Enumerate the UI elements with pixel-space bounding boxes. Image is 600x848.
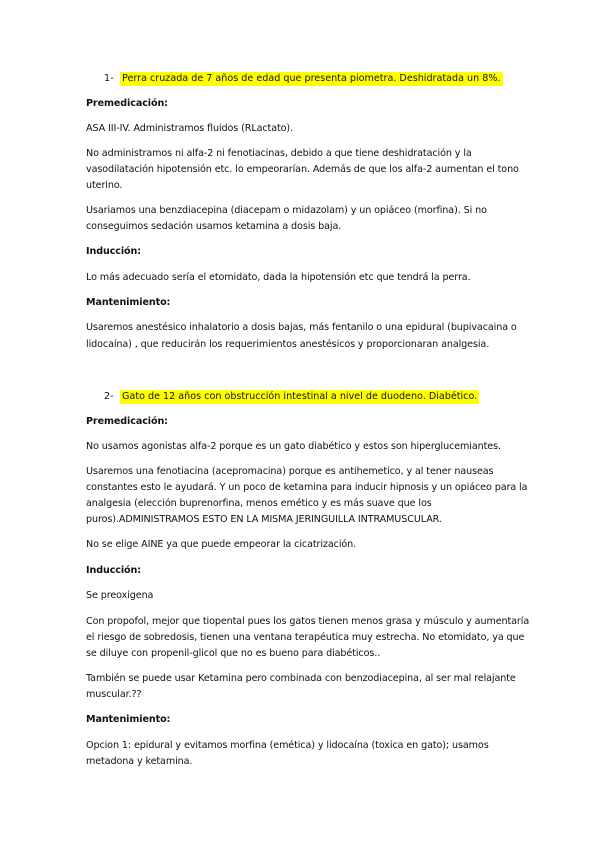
case1-number: 1- xyxy=(104,73,114,84)
case2-induction-line: Con propofol, mejor que tiopental pues los gatos tienen menos grasa y músculo y aumentaría xyxy=(86,616,530,627)
case1-premed-line: vasodilatación hipotensión etc. lo empeorarían. Además de que los alfa-2 aumentan el tono xyxy=(86,164,519,175)
case1-title: Perra cruzada de 7 años de edad que presenta piometra. Deshidratada un 8%. xyxy=(122,73,501,84)
case2-induction-line: Se preoxigena xyxy=(86,590,154,601)
case1-induction-heading: Inducción: xyxy=(86,246,142,257)
case1-premed-line: No administramos ni alfa-2 ni fenotiacinas, debido a que tiene deshidratación y la xyxy=(86,148,472,159)
case2-induction-line: muscular.?? xyxy=(86,689,142,700)
case2-maintenance-heading: Mantenimiento: xyxy=(86,714,171,725)
case2-premed-line: constantes esto le ayudará. Y un poco de ketamina para inducir hipnosis y un opiáceo para la xyxy=(86,482,528,493)
case1-premed-heading: Premedicación: xyxy=(86,98,168,109)
case2-induction-line: el riesgo de sobredosis, tienen una ventana terapéutica muy estrecha. No etomidato, ya que xyxy=(86,632,525,643)
case1-maintenance-line: lidocaína) , que reducirán los requerimientos anestésicos y proporcionaran analgesia. xyxy=(86,339,490,350)
case1-maintenance-line: Usaremos anestésico inhalatorio a dosis bajas, más fentanilo o una epidural (bupivacaina o xyxy=(86,322,517,333)
case2-premed-line: Usaremos una fenotiacina (acepromacina) porque es antihemetico, y al tener nauseas xyxy=(86,466,494,477)
case2-number: 2- xyxy=(104,391,114,402)
case2-premed-heading: Premedicación: xyxy=(86,416,168,427)
case2-premed-line: analgesia (elección buprenorfina, menos emético y es más suave que los xyxy=(86,498,432,509)
case1-premed-line: uterino. xyxy=(86,180,123,191)
case2-maintenance-line: metadona y ketamina. xyxy=(86,756,193,767)
case2-premed-line: No usamos agonistas alfa-2 porque es un gato diabético y estos son hiperglucemiantes. xyxy=(86,441,501,452)
case1-premed-line: Usariamos una benzdiacepina (diacepam o midazolam) y un opiáceo (morfina). Si no xyxy=(86,205,487,216)
case2-premed-line: puros).ADMINISTRAMOS ESTO EN LA MISMA JERINGUILLA INTRAMUSCULAR. xyxy=(86,514,442,525)
case2-induction-line: También se puede usar Ketamina pero combinada con benzodiacepina, al ser mal relajante xyxy=(86,673,516,684)
case1-premed-line: conseguimos sedación usamos ketamina a dosis baja. xyxy=(86,221,342,232)
case1-premed-line: ASA III-IV. Administramos fluidos (RLactato). xyxy=(86,123,294,134)
case2-premed-line: No se elige AINE ya que puede empeorar la cicatrización. xyxy=(86,539,357,550)
case2-maintenance-line: Opcion 1: epidural y evitamos morfina (emética) y lidocaína (toxica en gato); usamos xyxy=(86,740,489,751)
case2-title: Gato de 12 años con obstrucción intestinal a nivel de duodeno. Diabético. xyxy=(122,391,478,402)
case2-induction-heading: Inducción: xyxy=(86,565,142,576)
case1-induction-line: Lo más adecuado sería el etomidato, dada la hipotensión etc que tendrá la perra. xyxy=(86,272,471,283)
case2-induction-line: se diluye con propenil-glicol que no es bueno para diabéticos.. xyxy=(86,648,381,659)
case1-maintenance-heading: Mantenimiento: xyxy=(86,297,171,308)
